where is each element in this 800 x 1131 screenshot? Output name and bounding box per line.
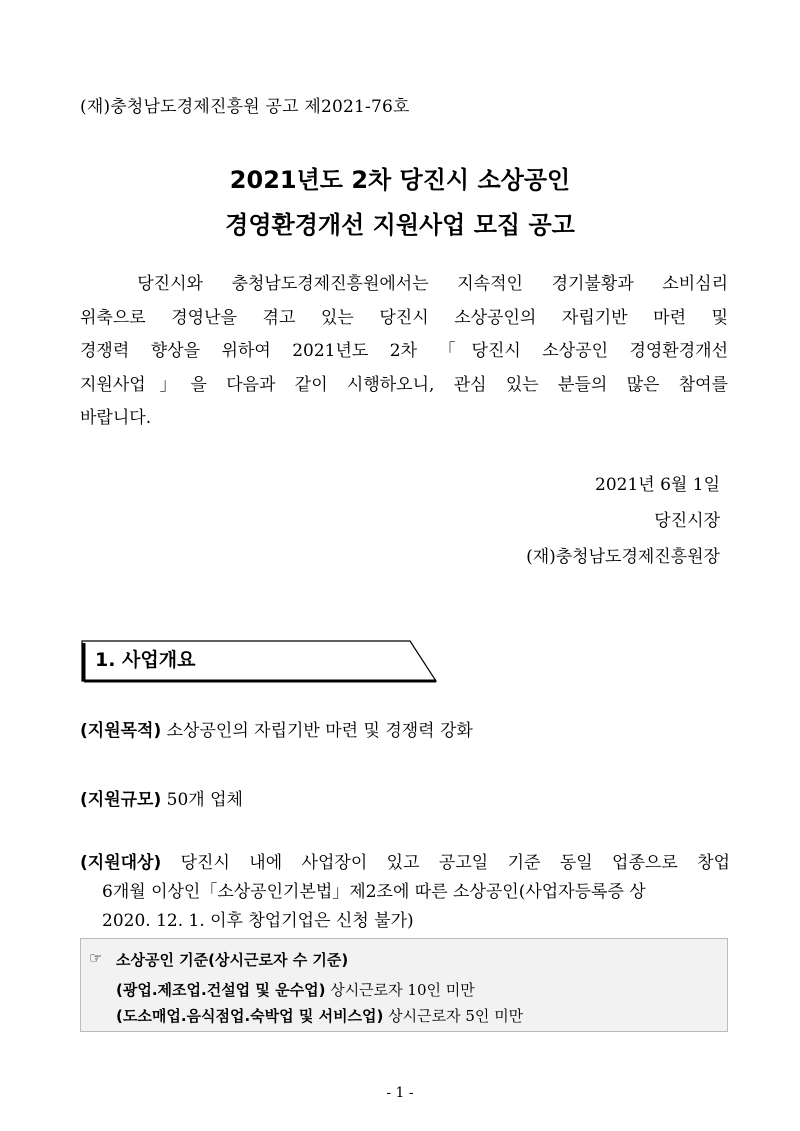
criteria-row-text: 상시근로자 5인 미만 [383,1007,524,1025]
signature-mayor: 당진시장 [654,511,720,531]
support-purpose-label: (지원목적) [80,721,162,741]
criteria-row-label: (광업.제조업.건설업 및 운수업) [116,981,326,999]
announcement-body [80,268,728,436]
section-heading-label: 1. 사업개요 [95,649,196,671]
criteria-row-manufacturing [116,979,475,1000]
section-heading [80,633,440,683]
body-line: 지원사업」을 다음과 같이 시행하오니, 관심 있는 분들의 많은 참여를 [80,374,728,395]
support-scale [80,785,730,810]
criteria-row-text: 상시근로자 10인 미만 [325,981,475,999]
small-business-criteria-box [80,938,728,1032]
support-target-continuation: 2020. 12. 1. 이후 창업기업은 신청 불가) [102,911,414,931]
support-purpose-text: 소상공인의 자립기반 마련 및 경쟁력 강화 [161,721,473,741]
body-line: 바랍니다. [80,408,152,428]
pointing-hand-icon: ☞ [89,949,103,967]
document-title-line-1: 2021년도 2차 당진시 소상공인 [229,166,571,194]
support-target-text: 당진시 내에 사업장이 있고 공고일 기준 동일 업종으로 창업 [161,853,730,873]
support-scale-label: (지원규모) [80,790,162,810]
body-line: 당진시와 충청남도경제진흥원에서는 지속적인 경기불황과 소비심리 [80,274,728,294]
page-number: - 1 - [386,1085,414,1101]
support-target-first-line [80,849,730,878]
body-line: 경쟁력 향상을 위하여 2021년도 2차 「당진시 소상공인 경영환경개선 [80,341,728,361]
support-target-label: (지원대상) [80,853,162,873]
notice-number: (재)충청남도경제진흥원 공고 제2021-76호 [80,97,410,117]
body-line: 위축으로 경영난을 겪고 있는 당진시 소상공인의 자립기반 마련 및 [80,307,728,328]
criteria-row-services [116,1005,523,1026]
support-scale-text: 50개 업체 [161,790,243,810]
criteria-row-label: (도소매업.음식점업.숙박업 및 서비스업) [116,1007,384,1025]
support-target [80,849,730,936]
document-title-line-2: 경영환경개선 지원사업 모집 공고 [225,211,575,239]
signature-date: 2021년 6월 1일 [595,475,720,495]
signature-institute: (재)충청남도경제진흥원장 [526,547,720,567]
support-purpose [80,716,730,741]
criteria-heading: 소상공인 기준(상시근로자 수 기준) [116,951,349,969]
support-target-continuation: 6개월 이상인「소상공인기본법」제2조에 따른 소상공인(사업자등록증 상 [102,882,646,902]
